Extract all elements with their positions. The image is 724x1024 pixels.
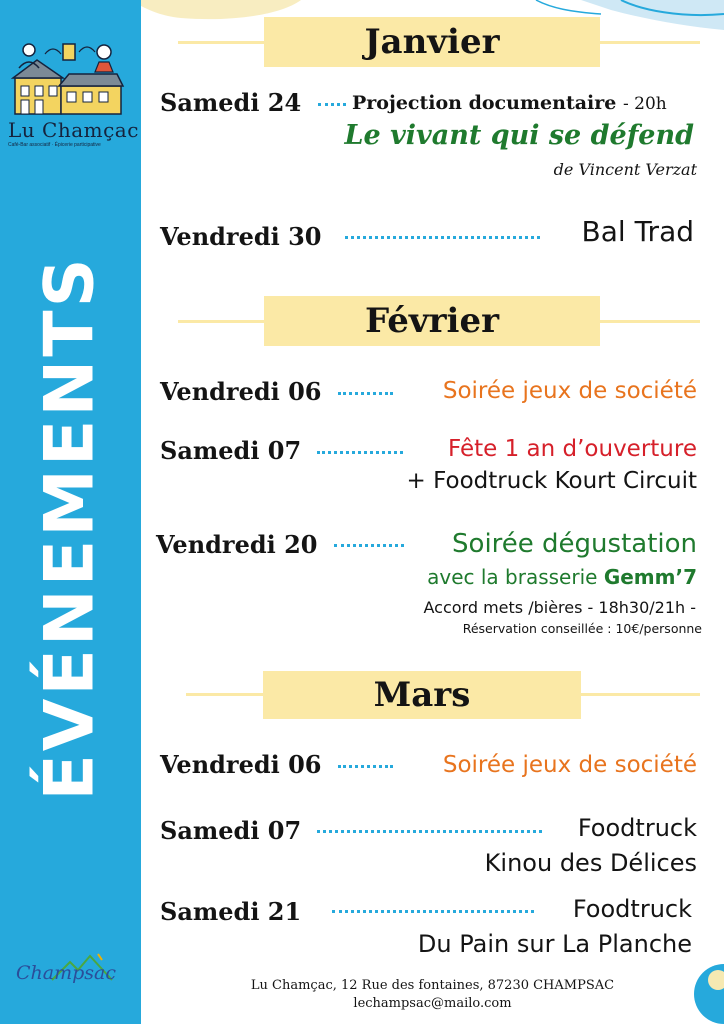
event-mar-21-sub: Du Pain sur La Planche [417, 930, 692, 958]
event-feb-20: Soirée dégustation [452, 529, 697, 559]
dots-feb-20 [334, 544, 404, 547]
footer-address: Lu Chamçac, 12 Rue des fontaines, 87230 CHAMPSAC [250, 978, 615, 993]
event-jan-24-title [352, 92, 667, 114]
day-feb-06: Vendredi 06 [160, 377, 322, 406]
dots-mar-07 [317, 830, 542, 833]
event-feb-20-sub-a: avec la brasserie [427, 565, 604, 589]
sidebar [0, 0, 141, 1024]
event-jan-30: Bal Trad [581, 215, 694, 248]
event-mar-21: Foodtruck [572, 895, 692, 923]
event-feb-20-note: Réservation conseillée : 10€/personne [462, 621, 702, 636]
day-mar-21: Samedi 21 [160, 897, 302, 926]
month-fevrier: Février [264, 296, 600, 346]
day-jan-24: Samedi 24 [160, 88, 302, 117]
event-feb-20-detail: Accord mets /bières - 18h30/21h - [423, 598, 696, 617]
dots-jan-30 [345, 236, 540, 239]
champsac-logo-text: Champsac [16, 962, 117, 984]
event-jan-24-label: Projection documentaire [352, 92, 617, 114]
logo-tagline: Café-Bar associatif · Épicerie participative [8, 142, 101, 148]
day-jan-30: Vendredi 30 [160, 222, 322, 251]
event-mar-07-sub: Kinou des Délices [484, 849, 697, 877]
event-feb-20-sub [427, 565, 697, 589]
event-feb-06: Soirée jeux de société [442, 378, 697, 404]
event-feb-20-brewery: Gemm’7 [603, 565, 697, 589]
day-mar-06: Vendredi 06 [160, 750, 322, 779]
event-feb-07: Fête 1 an d’ouverture [447, 436, 697, 462]
day-mar-07: Samedi 07 [160, 816, 302, 845]
dots-mar-06 [338, 765, 393, 768]
footer-email[interactable]: lechampsac@mailo.com [353, 996, 512, 1011]
month-janvier: Janvier [264, 17, 600, 67]
dots-feb-06 [338, 392, 393, 395]
event-mar-07: Foodtruck [577, 814, 697, 842]
event-jan-24-time: - 20h [622, 94, 667, 114]
dots-feb-07 [317, 451, 403, 454]
event-feb-07-sub: + Foodtruck Kourt Circuit [406, 468, 697, 494]
event-jan-24-author: de Vincent Verzat [553, 160, 697, 179]
day-feb-07: Samedi 07 [160, 436, 302, 465]
dots-jan-24 [318, 103, 346, 106]
vertical-title: ÉVÉNEMENTS [30, 255, 110, 801]
logo-name: Lu Chamçac [8, 118, 139, 142]
month-mars: Mars [263, 671, 581, 719]
event-mar-06: Soirée jeux de société [442, 752, 697, 778]
event-jan-24-film: Le vivant qui se défend [344, 120, 694, 151]
day-feb-20: Vendredi 20 [156, 530, 318, 559]
dots-mar-21 [332, 910, 534, 913]
